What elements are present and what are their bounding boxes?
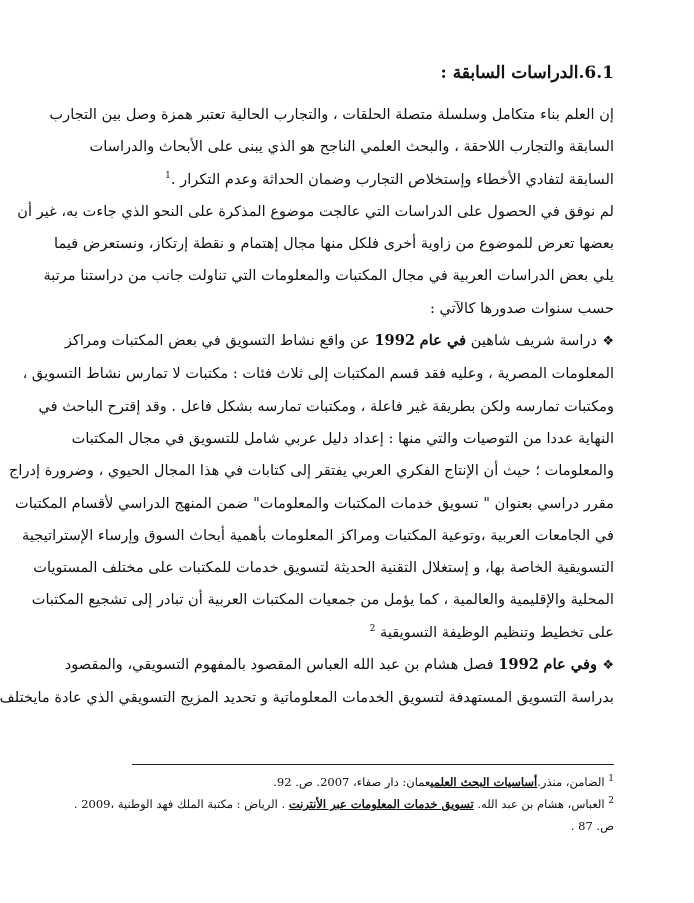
text-segment: عن واقع نشاط التسويق في بعض المكتبات ومراكز <box>64 332 370 350</box>
text-line: مقرر دراسي بعنوان " تسويق خدمات المكتبات والمعلومات" ضمن المنهج الدراسي لأقسام المكتبات <box>15 494 614 512</box>
text-line: السابقة والتجارب اللاحقة ، والبحث العلمي الناجح هو الذي يبنى على الأبحاث والدراسات <box>89 138 614 156</box>
text-line: إن العلم بناء متكامل وسلسلة متصلة الحلقات ، والتجارب الحالية تعتبر همزة وصل بين التجارب <box>49 106 614 123</box>
text-line: ومكتبات تمارسه ولكن بطريقة غير فاعلة ، ومكتبات تمارسه بشكل فاعل . وقد إقترح الباحث في <box>38 397 614 415</box>
year-label: في عام <box>419 332 467 350</box>
footnote-publisher: عمان: دار صفاء، 2007. ص. 92. <box>273 775 431 789</box>
year-label: وفي عام <box>543 656 597 674</box>
paragraph-intro <box>49 99 614 196</box>
text-line: في الجامعات العربية ،وتوعية المكتبات ومراكز المعلومات بأهمية أبحاث السوق وإرساء الإستراتيجية <box>22 526 614 544</box>
footnote-number: 2 <box>608 796 614 807</box>
footnote-1 <box>132 771 614 793</box>
text-line: بدراسة التسويق المستهدفة لتسويق الخدمات المعلوماتية و تحديد المزيج التسويقي الذي عادة مايختلف <box>0 689 614 707</box>
text-line <box>132 164 614 196</box>
text-line: حسب سنوات صدورها كالآتي : <box>429 299 614 317</box>
footnote-2 <box>73 793 614 815</box>
text-line: النهاية عددا من التوصيات والتي منها : إعداد دليل عربي شامل للتسويق في مجال المكتبات <box>71 429 614 447</box>
text-line: المعلومات المصرية ، وعليه فقد قسم المكتبات إلى ثلاث فئات : مكتبات لا تمارس نشاط التسويق ، <box>22 365 614 383</box>
text-line: المحلية والإقليمية والعالمية ، كما يؤمل من جمعيات المكتبات العربية أن تبادر إلى تشجيع المكتبات <box>31 591 614 609</box>
text-line: والمعلومات ؛ حيث أن الإنتاج الفكري العربي يفتقر إلى كتابات في هذا المجال الحيوي ، وضرورة إدراج <box>9 462 614 480</box>
study-intro: دراسة شريف شاهين <box>470 332 597 350</box>
text-line: يلي بعض الدراسات العربية في مجال المكتبات والمعلومات التي تناولت جانب من دراستنا مرتبة <box>43 267 614 285</box>
footnote-author: العباس، هشام بن عبد الله. <box>477 797 605 811</box>
text-segment: فصل هشام بن عبد الله العباس المقصود بالمفهوم التسويقي، والمقصود <box>64 656 494 674</box>
text-line: لم نوفق في الحصول على الدراسات التي عالجت موضوع المذكرة على النحو الذي جاءت به، غير أن <box>17 202 614 220</box>
study-alabbas <box>0 649 614 715</box>
diamond-bullet-icon: ❖ <box>602 334 614 350</box>
footnote-continuation <box>132 815 614 837</box>
footnote-publisher: . الرياض : مكتبة الملك فهد الوطنية ،2009 . <box>73 797 289 811</box>
text-line <box>64 325 614 358</box>
diamond-bullet-icon: ❖ <box>602 658 614 674</box>
text-line: التسويقية الخاصة بها، و إستغلال التقنية الحديثة لتسويق خدمات للمكتبات على مختلف المستويات <box>33 559 614 577</box>
text-segment: على تخطيط وتنظيم الوظيفة التسويقية <box>380 623 614 641</box>
footnote-author: الضامن، منذر. <box>537 775 605 789</box>
text-line <box>64 649 614 682</box>
text-line: بعضها تعرض للموضوع من زاوية أخرى فلكل منها مجال إهتمام و نقطة إرتكاز، ونستعرض فيما <box>54 235 614 253</box>
footnote-title: تسويق خدمات المعلومات عبر الأنترنت <box>288 797 474 811</box>
paragraph-context <box>17 196 614 325</box>
year-value: 1992 <box>498 656 539 674</box>
footnotes-section <box>73 764 614 837</box>
text-segment: السابقة لتفادي الأخطاء وإستخلاص التجارب وضمان الحداثة وعدم التكرار . <box>170 170 614 188</box>
footnote-ref[interactable]: 1 <box>165 170 171 181</box>
text-line <box>132 617 614 649</box>
section-heading: 6.1.الدراسات السابقة : <box>440 63 614 83</box>
study-shahin <box>9 325 614 649</box>
year-value: 1992 <box>374 332 416 350</box>
footnote-number: 1 <box>608 774 614 785</box>
footnote-page: ص. 87 . <box>570 819 614 833</box>
footnote-ref[interactable]: 2 <box>369 623 376 634</box>
footnote-title: أساسيات البحث العلمي <box>430 775 538 789</box>
